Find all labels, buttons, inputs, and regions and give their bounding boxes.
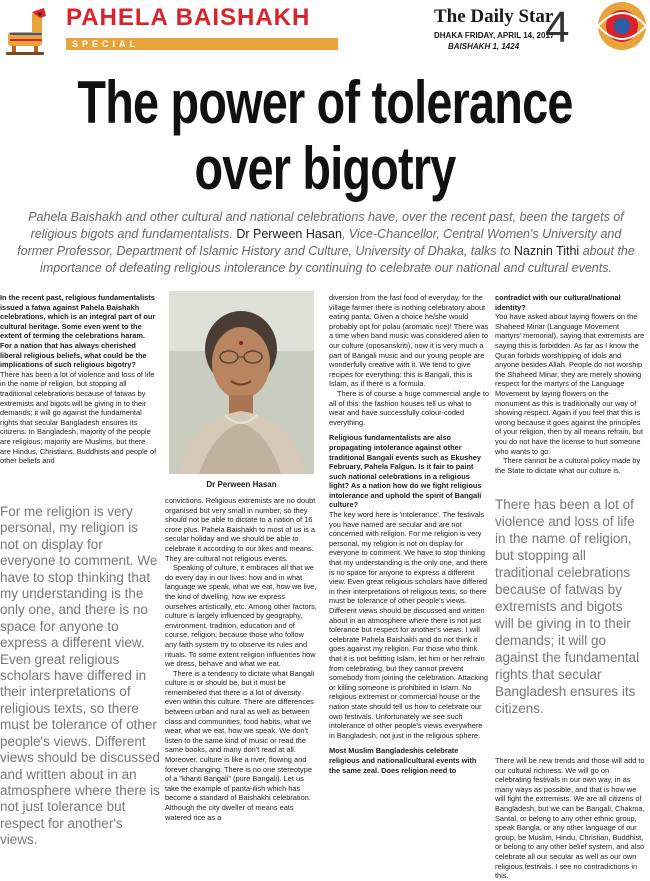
article-column-4-lower [495,756,645,881]
answer-1: There has been a lot of violence and loss of life in the name of religion, but stopping all traditional celebrations because of fatwas by extremists and bigots will be giving in to their demands; it will go against the fundamental rights that secular Bangladesh ensures its citizens. In Bangladesh, majority of the people are religious; majority are Muslims, but there are Hindus, Christians, Buddhists and people of other beliefs and [0,369,157,466]
answer-2: The key word here is 'intolerance'. The festivals you have named are secular and are not concerned with religion. For me religion is very personal, my religion is not on display for everyone to comment. We have to stop thinking that my understanding is the only one, and there is no space for anyone to express a different view. Even great religious scholars have differed in their interpretations of religious texts, so there must be tolerance of other people's views. Different views should be discussed and written about in an atmosphere where there is not just tolerance but respect for another's views. I will celebrate Pahela Baishakh and do not think it goes against my religion. For those who think that it is not befitting Islam, let him or her refrain from celebrating, but they cannot prevent somebody from joining the celebration. Attacking or killing someone is prohibited in Islam. No religious extremist or commercial house or the nation state should tell us how to celebrate our own festivals. Unfortunately we see such intolerance of other people's views everywhere in Bangladesh, not just in the religious sphere. [329,510,488,740]
question-3: Most Muslim Bangladeshis celebrate religious and national/cultural events with the same zeal. Does religion need to [329,746,477,775]
answer-4: There will be new trends and those will add to our cultural richness. We will go on celebrating festivals in our own way, in as many ways as possible, and that is how we will fight the extremists. We are all citizens of Bangladesh, but we can be Bangali, Chakma, Santal, or belong to any other ethnic group, speak Bangla, or any other language of our group, be Muslim, Hindu, Christian, Buddhist, or belong to any other belief system, and also celebrate all our secular as well as our own religious festivals. I see no contradictions in this. [495,756,645,881]
headline [72,70,579,202]
question-2: Religious fundamentalists are also propagating intolerance against other traditional Bangali events such as Ekushey February, Pahela Falgun. Is it fair to paint such national celebrations in a religious light? As a nation how do we fight religious intolerance and uphold the spirit of Bangali culture? [329,433,482,510]
date-line: DHAKA FRIDAY, APRIL 14, 2017 [434,31,555,40]
pull-quote-left: For me religion is very personal, my religion is not on display for everyone to comment. We have to stop thinking that my understanding is the only one, and there is no space for anyone to express a different view. Even great religious scholars have differed in their interpretations of religious texts, so there must be tolerance of other people's views. Different views should be discussed and written about in an atmosphere where there is not just tolerance but respect for another's views. [0,504,160,848]
photo-caption: Dr Perween Hasan [206,480,277,489]
question-1: In the recent past, religious fundamentalists issued a fatwa against Pahela Baishakh celebrations, which is an integral part of our cultural heritage. Some even went to the extent of terming the celebrations haram. For a nation that has always cherished liberal religious beliefs, what could be the implications of such religious bigotry? [0,293,156,370]
interviewee-name: Dr Perween Hasan [236,227,342,241]
masthead: The Daily Star [434,6,554,27]
article-column-2 [165,496,317,853]
paragraph: Speaking of culture, it embraces all that we do every day in our lives: how and in what language we speak, what we eat, how we live, the kind of dwelling, how we express ourselves artistically, etc. Among other factors, culture is largely influenced by geography, environment, tradition, education and of course, religion; because those who follow any faith system try to observe its rules and rituals. To some extent religion influences how we dress, behave and what we eat. [165,563,317,669]
paragraph: There is of course a huge commercial angle to all of this: the fashion houses tell us what to wear and have successfully colour-coded everything. [329,388,489,427]
portrait-photo [169,291,314,474]
headline-line-1: The power of tolerance [77,69,573,136]
folk-art-ornament-icon [580,0,650,60]
intro-text-1: Pahela Baishakh and other cultural and national celebrations have, over the recent past, been the targets of religious bigots and fundamentalists. [28,210,624,241]
question-3-continued: contradict with our cultural/national identity? [495,293,621,312]
answer-3: You have asked about laying flowers on the Shaheed Minar (Language Movement martyrs' memorial), saying that extremists are saying this is forbidden. As far as I know the Quran forbids worshipping of idols and anyone besides Allah. People do not worship the Shaheed Minar, they are merely showing respect for the martyrs of the Language Movement by laying flowers on the monument as this is traditionally our way of showing respect. Again if you feel that this is wrong because it goes against the principles of your religion, then by all means refrain, but you do not have the license to hurt someone who wants to go. [495,312,645,456]
article-column-4 [495,293,645,483]
page-number: 4 [545,3,570,52]
article-column-3 [329,293,489,853]
headline-line-2: over bigotry [194,135,456,202]
paragraph: There cannot be a cultural policy made by the State to dictate what our culture is. [495,456,641,475]
section-title: PAHELA BAISHAKH [66,4,311,31]
pull-quote-right: There has been a lot of violence and loss of life in the name of religion, but stopping all traditional celebrations because of fatwas by extremists and bigots will be giving in to their demands; it will go against the fundamental rights that secular Bangladesh ensures its citizens. [495,497,640,716]
paragraph: convictions. Religious extremists are no doubt organised but very small in number, so they should not be able to dictate to a nation of 16 crore plus. Pahela Baishakh to most of us is a secular holiday and we should be able to celebrate it according to our likes and means. They are cultural not religious events. [165,496,316,563]
bangla-date-line: BAISHAKH 1, 1424 [448,42,520,51]
toy-horse-icon [2,2,50,56]
portrait-illustration [169,291,314,474]
interviewer-name: Naznin Tithi [513,244,580,258]
intro-deck [16,209,636,277]
intro-text-2: , Vice-Chancellor, Central Women's University and former Professor, Department of Islamic History and Culture, University of Dhaka, talks to [17,227,622,258]
paragraph: diversion from the fast food of everyday, for the village farmer there is nothing celebratory about eating panta. Given a choice he/she would probably opt for polau (aromatic rice)! There was a time when band music was considered alien to our culture (oposanskriti), now it is very much a part of Bangali music and our young people are wonderfully creative with it. We tend to give recipes for everything: this is Bangali, this is Islam, as if there is a formula. [329,293,489,389]
article-column-1 [0,293,158,483]
intro-text-3: about the importance of defeating religious intolerance by continuing to celebrate our national and cultural events. [40,244,635,275]
page-header [0,0,650,62]
paragraph: There is a tendency to dictate what Bangali culture is or should be, but it must be remembered that there is a lot of diversity even within this culture. There are differences between urban and rural as well as between class and communities, food habits, what we wear, what we eat, how we speak. We don't listen to the same kind of music or read the same books, and many don't read at all. Moreover, culture is like a river, flowing and forever changing. There is no one stereotype of a "khanti Bangali" (pure Bangali). Let us take the example of panta-ilish which has become a standard of Baishakhi celebration. Although the city dweller of means eats watered rice as a [165,668,315,822]
section-subtitle: SPECIAL [66,38,338,50]
